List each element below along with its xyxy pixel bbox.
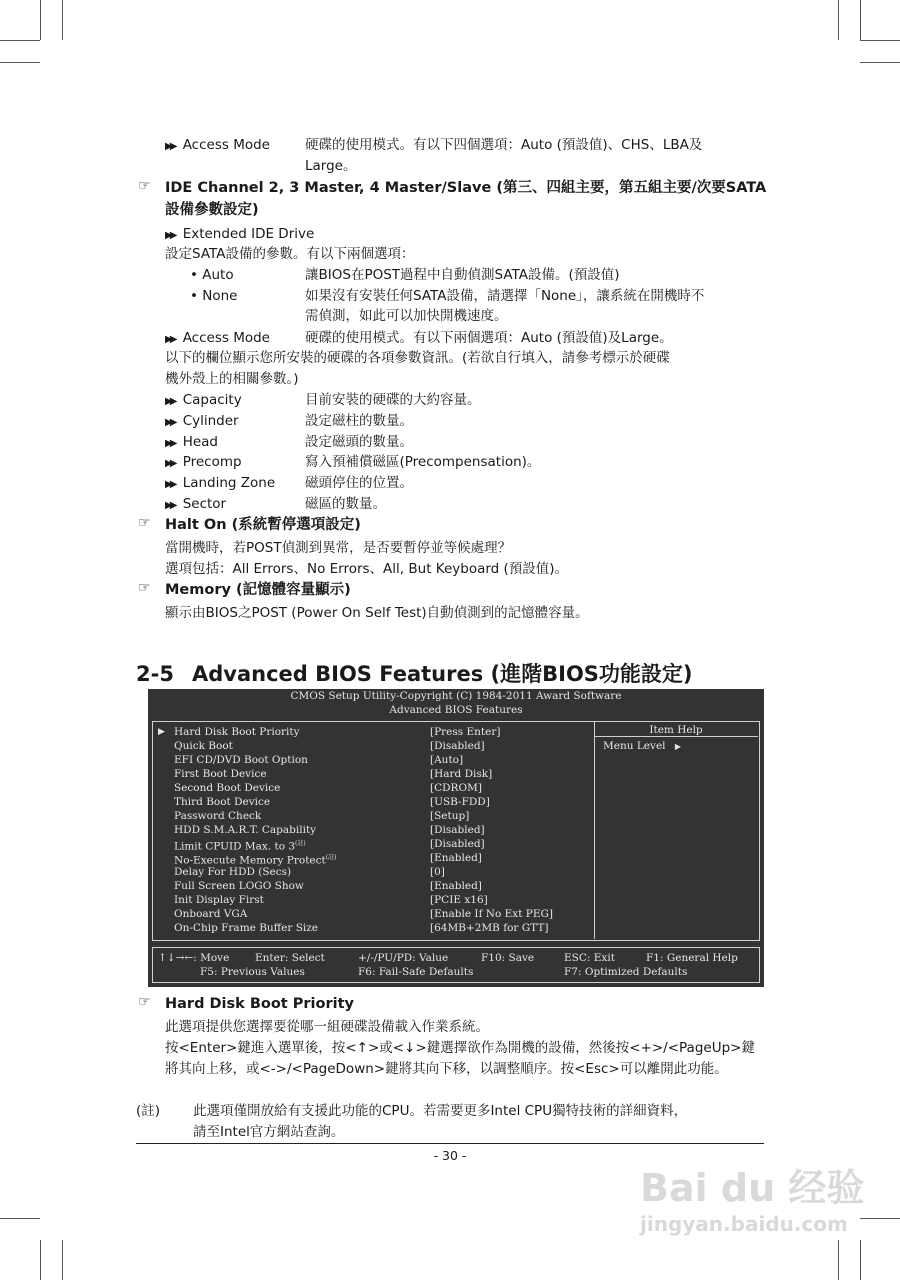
hdbp-desc-3: 將其向上移，或<->/<PageDown>鍵將其向下移，以調整順序。按<Esc>可以離開此功能。 xyxy=(165,1061,728,1077)
crop-mark xyxy=(0,1218,40,1219)
note-mark: (註) xyxy=(136,1103,161,1119)
field-capacity: ▶▶ Capacity xyxy=(165,392,242,408)
note-line-2: 請至Intel官方網站查詢。 xyxy=(193,1124,345,1140)
crop-mark xyxy=(0,40,40,41)
double-arrow-icon: ▶▶ xyxy=(165,334,175,345)
footer-move: ↑↓→←: Move xyxy=(158,952,230,964)
double-arrow-icon: ▶▶ xyxy=(165,479,175,490)
double-arrow-icon: ▶▶ xyxy=(165,141,175,152)
bios-value-efi-boot-option[interactable]: [Auto] xyxy=(430,754,464,766)
bios-item-no-execute[interactable]: No-Execute Memory Protect$^{(註)}$ xyxy=(174,854,337,867)
access-mode-desc-2: 硬碟的使用模式。有以下兩個選項：Auto (預設值)及Large。 xyxy=(305,330,673,346)
footer-select: Enter: Select xyxy=(255,952,325,964)
extended-ide-label: ▶▶ Extended IDE Drive xyxy=(165,226,315,242)
bios-item-efi-boot-option[interactable]: EFI CD/DVD Boot Option xyxy=(174,754,308,766)
fields-intro-2: 機外殼上的相關參數。) xyxy=(165,371,299,387)
bios-value-delay-hdd[interactable]: [0] xyxy=(430,866,445,878)
bios-value-hard-disk-boot-priority[interactable]: [Press Enter] xyxy=(430,726,501,738)
bios-item-init-display[interactable]: Init Display First xyxy=(174,894,264,906)
crop-mark xyxy=(860,1240,861,1280)
bios-item-second-boot-device[interactable]: Second Boot Device xyxy=(174,782,281,794)
bios-value-hdd-smart[interactable]: [Disabled] xyxy=(430,824,485,836)
bios-value-password-check[interactable]: [Setup] xyxy=(430,810,470,822)
access-mode-label-2: ▶▶ Access Mode xyxy=(165,330,270,346)
access-mode-desc-1b: Large。 xyxy=(305,158,357,174)
bios-value-onboard-vga[interactable]: [Enable If No Ext PEG] xyxy=(430,908,553,920)
bios-item-hard-disk-boot-priority[interactable]: Hard Disk Boot Priority xyxy=(174,726,300,738)
hdbp-desc-2: 按<Enter>鍵進入選單後，按<↑>或<↓>鍵選擇欲作為開機的設備，然後按<+>/<PageUp>鍵 xyxy=(165,1040,755,1056)
footer-value: +/-/PU/PD: Value xyxy=(358,952,449,964)
bios-screen xyxy=(148,689,764,987)
none-option-desc: 如果沒有安裝任何SATA設備，請選擇「None」，讓系統在開機時不 xyxy=(305,288,705,304)
field-sector: ▶▶ Sector xyxy=(165,496,227,512)
baidu-watermark: Bai du 经验 xyxy=(640,1166,865,1210)
auto-option-label: • Auto xyxy=(190,267,234,283)
crop-mark xyxy=(40,1240,41,1280)
note-line: 此選項僅開放給有支援此功能的CPU。若需要更多Intel CPU獨特技術的詳細資料， xyxy=(193,1103,688,1119)
bios-item-hdd-smart[interactable]: HDD S.M.A.R.T. Capability xyxy=(174,824,317,836)
halt-on-desc: 當開機時，若POST偵測到異常，是否要暫停並等候處理？ xyxy=(165,540,512,556)
crop-mark xyxy=(40,0,41,40)
field-head: ▶▶ Head xyxy=(165,434,218,450)
halt-on-heading: Halt On (系統暫停選項設定) xyxy=(165,517,361,533)
field-landing-zone: ▶▶ Landing Zone xyxy=(165,475,276,491)
auto-option-desc: 讓BIOS在POST過程中自動偵測SATA設備。(預設值) xyxy=(305,267,620,283)
field-cylinder-desc: 設定磁柱的數量。 xyxy=(305,413,413,429)
section-number: 2-5 xyxy=(136,662,174,686)
bios-value-frame-buffer[interactable]: [64MB+2MB for GTT] xyxy=(430,922,549,934)
footer-failsafe: F6: Fail-Safe Defaults xyxy=(358,966,474,978)
field-precomp-desc: 寫入預補償磁區(Precompensation)。 xyxy=(305,454,541,470)
footer-previous-values: F5: Previous Values xyxy=(200,966,305,978)
footer-exit: ESC: Exit xyxy=(564,952,615,964)
none-option-desc-2: 需偵測，如此可以加快開機速度。 xyxy=(305,308,508,324)
double-arrow-icon: ▶▶ xyxy=(165,417,175,428)
bios-value-logo-show[interactable]: [Enabled] xyxy=(430,880,482,892)
crop-mark xyxy=(62,0,63,40)
access-mode-label-1: ▶▶ Access Mode xyxy=(165,137,270,153)
field-capacity-desc: 目前安裝的硬碟的大約容量。 xyxy=(305,392,481,408)
ide-channel-heading-2: 設備參數設定) xyxy=(165,202,259,218)
bios-value-init-display[interactable]: [PCIE x16] xyxy=(430,894,488,906)
crop-mark xyxy=(0,62,40,63)
double-arrow-icon: ▶▶ xyxy=(165,396,175,407)
crop-mark xyxy=(838,0,839,40)
bios-value-third-boot-device[interactable]: [USB-FDD] xyxy=(430,796,490,808)
note-superscript: (註) xyxy=(325,854,337,861)
halt-on-desc-2: 選項包括：All Errors、No Errors、All, But Keyboard (預設值)。 xyxy=(165,561,569,577)
double-arrow-icon: ▶▶ xyxy=(165,230,175,241)
pointing-hand-icon: ☞ xyxy=(138,580,151,596)
bios-item-password-check[interactable]: Password Check xyxy=(174,810,262,822)
bios-item-delay-hdd[interactable]: Delay For HDD (Secs) xyxy=(174,866,292,878)
bios-header-copyright: CMOS Setup Utility-Copyright (C) 1984-2011 Award Software xyxy=(290,690,622,702)
bios-value-first-boot-device[interactable]: [Hard Disk] xyxy=(430,768,493,780)
bios-value-second-boot-device[interactable]: [CDROM] xyxy=(430,782,482,794)
menu-level-arrow-icon: ▶ xyxy=(674,742,682,751)
section-title: Advanced BIOS Features (進階BIOS功能設定) xyxy=(192,662,693,686)
bios-value-limit-cpuid[interactable]: [Disabled] xyxy=(430,838,485,850)
crop-mark xyxy=(860,62,900,63)
field-head-desc: 設定磁頭的數量。 xyxy=(305,434,413,450)
item-help-title: Item Help xyxy=(649,724,703,736)
bios-item-frame-buffer[interactable]: On-Chip Frame Buffer Size xyxy=(174,922,319,934)
footer-save: F10: Save xyxy=(481,952,535,964)
bios-item-quick-boot[interactable]: Quick Boot xyxy=(174,740,233,752)
field-cylinder: ▶▶ Cylinder xyxy=(165,413,239,429)
page-number: - 30 - xyxy=(433,1148,467,1163)
memory-heading: Memory (記憶體容量顯示) xyxy=(165,582,351,598)
bios-divider xyxy=(594,721,595,939)
bios-header-title: Advanced BIOS Features xyxy=(389,704,523,716)
crop-mark xyxy=(860,1218,900,1219)
bios-item-logo-show[interactable]: Full Screen LOGO Show xyxy=(174,880,304,892)
bios-item-first-boot-device[interactable]: First Boot Device xyxy=(174,768,267,780)
double-arrow-icon: ▶▶ xyxy=(165,458,175,469)
footer-optimized: F7: Optimized Defaults xyxy=(564,966,688,978)
bios-item-onboard-vga[interactable]: Onboard VGA xyxy=(174,908,248,920)
bios-value-no-execute[interactable]: [Enabled] xyxy=(430,852,482,864)
crop-mark xyxy=(860,40,900,41)
field-precomp: ▶▶ Precomp xyxy=(165,454,242,470)
note-superscript: (註) xyxy=(295,840,306,847)
access-mode-desc-1: 硬碟的使用模式。有以下四個選項：Auto (預設值)、CHS、LBA及 xyxy=(305,137,703,153)
footer-rule xyxy=(136,1143,764,1144)
double-arrow-icon: ▶▶ xyxy=(165,500,175,511)
fields-intro: 以下的欄位顯示您所安裝的硬碟的各項參數資訊。(若欲自行填入，請參考標示於硬碟 xyxy=(165,350,670,366)
none-option-label: • None xyxy=(190,288,238,304)
bios-value-quick-boot[interactable]: [Disabled] xyxy=(430,740,485,752)
ide-channel-heading: IDE Channel 2, 3 Master, 4 Master/Slave (第三、四組主要，第五組主要/次要SATA xyxy=(165,180,767,196)
hdbp-heading: Hard Disk Boot Priority xyxy=(165,996,354,1012)
field-landing-zone-desc: 磁頭停住的位置。 xyxy=(305,475,413,491)
pointing-hand-icon: ☞ xyxy=(138,994,151,1010)
crop-mark xyxy=(838,1240,839,1280)
selected-item-arrow-icon: ▶ xyxy=(158,727,165,737)
bios-item-limit-cpuid[interactable]: Limit CPUID Max. to $3^{(註)}$ xyxy=(174,840,306,853)
pointing-hand-icon: ☞ xyxy=(138,178,151,194)
menu-level-label: Menu Level ▶ xyxy=(603,740,682,752)
field-sector-desc: 磁區的數量。 xyxy=(305,496,386,512)
sata-intro: 設定SATA設備的參數。有以下兩個選項： xyxy=(165,246,415,262)
hdbp-desc: 此選項提供您選擇要從哪一組硬碟設備載入作業系統。 xyxy=(165,1019,489,1035)
pointing-hand-icon: ☞ xyxy=(138,515,151,531)
footer-help: F1: General Help xyxy=(646,952,738,964)
crop-mark xyxy=(860,0,861,40)
memory-desc: 顯示由BIOS之POST (Power On Self Test)自動偵測到的記憶體容量。 xyxy=(165,605,589,621)
crop-mark xyxy=(62,1240,63,1280)
bios-item-third-boot-device[interactable]: Third Boot Device xyxy=(174,796,271,808)
baidu-watermark-url: jingyan.baidu.com xyxy=(640,1212,848,1236)
double-arrow-icon: ▶▶ xyxy=(165,438,175,449)
